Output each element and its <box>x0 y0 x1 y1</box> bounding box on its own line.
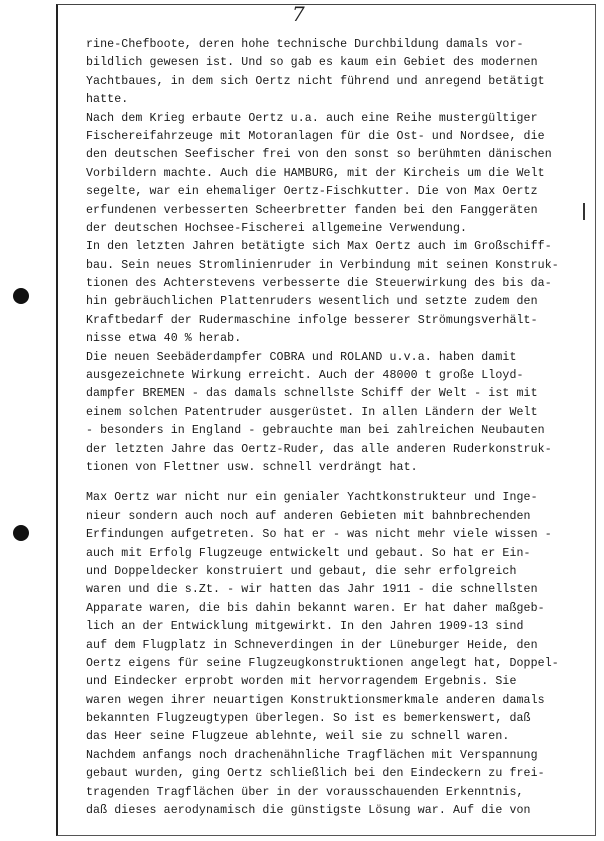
text-line: Vorbildern machte. Auch die HAMBURG, mit der Kircheis um die Welt <box>86 166 545 180</box>
document-body <box>86 36 586 820</box>
punch-hole <box>13 288 29 304</box>
paragraph <box>86 36 586 110</box>
text-line: hin gebräuchlichen Plattenruders wesentlich und setzte zudem den <box>86 295 538 309</box>
paragraph <box>86 238 586 348</box>
text-line: das Heer seine Flugzeue ablehnte, weil sie zu schnell waren. <box>86 730 510 744</box>
text-line: bau. Sein neues Stromlinienruder in Verbindung mit seinen Konstruk- <box>86 258 559 272</box>
text-line: - besonders in England - gebrauchte man bei zahlreichen Neubauten <box>86 424 545 438</box>
text-line: bildlich gewesen ist. Und so gab es kaum ein Gebiet des modernen <box>86 56 538 70</box>
punch-hole <box>13 525 29 541</box>
text-line: Apparate waren, die bis dahin bekannt waren. Er hat daher maßgeb- <box>86 601 545 615</box>
paragraph <box>86 489 586 820</box>
text-line: tionen von Flettner usw. schnell verdrängt hat. <box>86 460 418 474</box>
text-line: Yachtbaues, in dem sich Oertz nicht führend und anregend betätigt <box>86 74 545 88</box>
text-line: der deutschen Hochsee-Fischerei allgemeine Verwendung. <box>86 221 468 235</box>
text-line: segelte, war ein ehemaliger Oertz-Fischkutter. Die von Max Oertz <box>86 185 538 199</box>
text-line: Die neuen Seebäderdampfer COBRA und ROLAND u.v.a. haben damit <box>86 350 517 364</box>
paragraph <box>86 349 586 478</box>
text-line: ausgezeichnete Wirkung erreicht. Auch der 48000 t große Lloyd- <box>86 369 524 383</box>
text-line: gebaut wurden, ging Oertz schließlich bei den Eindeckern zu frei- <box>86 767 545 781</box>
text-line: Oertz eigens für seine Flugzeugkonstruktionen angelegt hat, Doppel- <box>86 656 559 670</box>
text-line: hatte. <box>86 93 129 107</box>
text-line: nieur sondern auch noch auf anderen Gebieten mit bahnbrechenden <box>86 509 531 523</box>
text-line: tragenden Tragflächen über in der vorausschauenden Erkenntnis, <box>86 785 524 799</box>
paragraph-gap <box>86 477 586 489</box>
text-line: Fischereifahrzeuge mit Motoranlagen für die Ost- und Nordsee, die <box>86 129 545 143</box>
text-line: nisse etwa 40 % herab. <box>86 332 242 346</box>
text-line: lich an der Entwicklung mitgewirkt. In den Jahren 1909-13 sind <box>86 620 524 634</box>
text-line: daß dieses aerodynamisch die günstigste Lösung war. Auf die von <box>86 804 531 818</box>
text-line: rine-Chefboote, deren hohe technische Durchbildung damals vor- <box>86 38 524 51</box>
text-line: Erfindungen aufgetreten. So hat er - was nicht mehr viele wissen - <box>86 528 552 542</box>
text-line: In den letzten Jahren betätigte sich Max Oertz auch im Großschiff- <box>86 240 552 254</box>
text-line: waren und die s.Zt. - wir hatten das Jahr 1911 - die schnellsten <box>86 583 538 597</box>
text-line: erfundenen verbesserten Scheerbretter fanden bei den Fanggeräten <box>86 203 538 217</box>
text-line: auf dem Flugplatz in Schneverdingen in der Lüneburger Heide, den <box>86 638 538 652</box>
text-line: Kraftbedarf der Rudermaschine infolge besserer Strömungsverhält- <box>86 313 538 327</box>
text-line: einem solchen Patentruder ausgerüstet. In allen Ländern der Welt <box>86 405 538 419</box>
text-line: und Eindecker erprobt worden mit hervorragendem Ergebnis. Sie <box>86 675 517 689</box>
paragraph <box>86 110 586 239</box>
text-line: der letzten Jahre das Oertz-Ruder, das alle anderen Ruderkonstruk- <box>86 442 552 456</box>
text-line: Nach dem Krieg erbaute Oertz u.a. auch eine Reihe mustergültiger <box>86 111 538 125</box>
text-line: den deutschen Seefischer frei von den sonst so berühmten dänischen <box>86 148 552 162</box>
text-line: bekannten Flugzeugtypen überlegen. So ist es bemerkenswert, daß <box>86 712 531 726</box>
text-line: und Doppeldecker konstruiert und gebaut, die sehr erfolgreich <box>86 564 517 578</box>
text-line: dampfer BREMEN - das damals schnellste Schiff der Welt - ist mit <box>86 387 538 401</box>
text-line: Max Oertz war nicht nur ein genialer Yachtkonstrukteur und Inge- <box>86 491 538 505</box>
text-line: auch mit Erfolg Flugzeuge entwickelt und gebaut. So hat er Ein- <box>86 546 531 560</box>
text-line: Nachdem anfangs noch drachenähnliche Tragflächen mit Verspannung <box>86 748 538 762</box>
text-line: waren wegen ihrer neuartigen Konstruktionsmerkmale anderen damals <box>86 693 545 707</box>
page-number: 7 <box>292 2 305 26</box>
text-line: tionen des Achterstevens verbesserte die Steuerwirkung des bis da- <box>86 277 552 291</box>
